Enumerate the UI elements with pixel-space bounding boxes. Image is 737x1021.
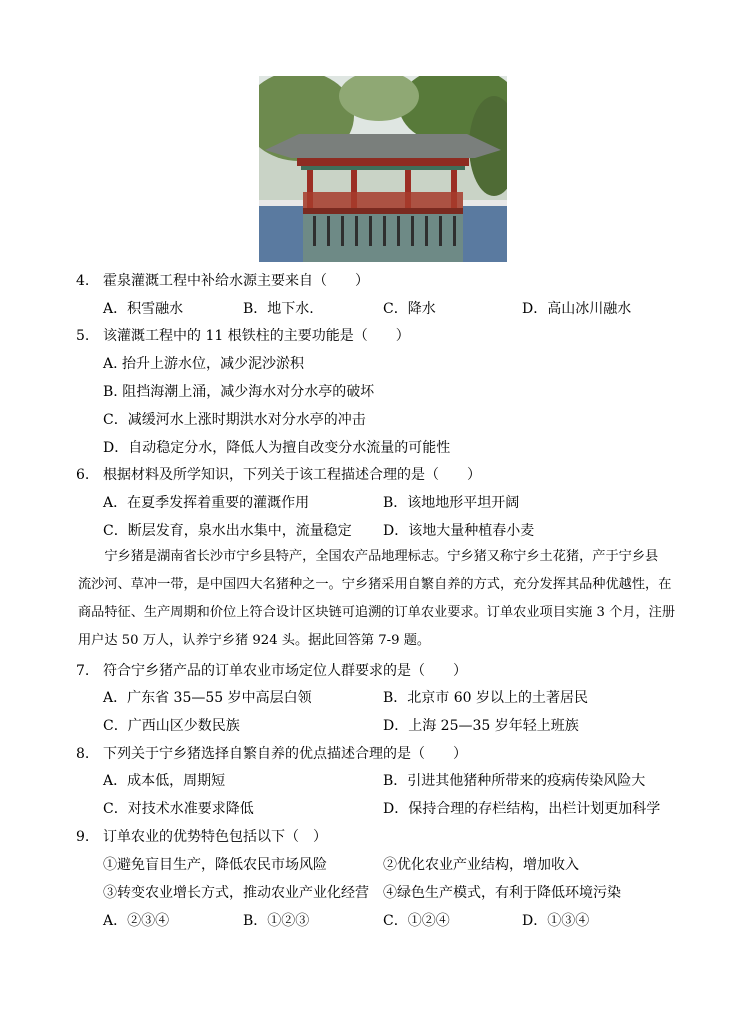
question-text: 根据材料及所学知识，下列关于该工程描述合理的是（ ） [103, 467, 481, 483]
option-a: A．成本低，周期短 [103, 773, 226, 789]
option-c: C．降水 [383, 301, 436, 317]
statement-1: ①避免盲目生产，降低农民市场风险 [103, 857, 327, 873]
option-d: D．①③④ [522, 913, 590, 929]
passage-line: 用户达 50 万人，认养宁乡猪 924 头。据此回答第 7-9 题。 [78, 633, 431, 648]
option-d: D．保持合理的存栏结构，出栏计划更加科学 [383, 801, 661, 817]
question-text: 霍泉灌溉工程中补给水源主要来自（ ） [103, 273, 369, 289]
question-number: 4. [76, 273, 90, 289]
statement-2: ②优化农业产业结构，增加收入 [383, 857, 579, 873]
statement-4: ④绿色生产模式，有利于降低环境污染 [383, 885, 621, 901]
question-text: 该灌溉工程中的 11 根铁柱的主要功能是（ ） [103, 328, 410, 344]
option-a: A．广东省 35—55 岁中高层白领 [103, 690, 312, 706]
option-d: D．自动稳定分水，降低人为擅自改变分水流量的可能性 [103, 440, 451, 456]
option-b: B．北京市 60 岁以上的土著居民 [383, 690, 589, 706]
question-text: 符合宁乡猪产品的订单农业市场定位人群要求的是（ ） [103, 663, 467, 679]
passage-line: 商品特征、生产周期和价位上符合设计区块链可追溯的订单农业要求。订单农业项目实施 3 个月，注册 [78, 605, 676, 620]
option-b: B．引进其他猪种所带来的疫病传染风险大 [383, 773, 646, 789]
option-a: A．积雪融水 [103, 301, 184, 317]
reading-passage [78, 543, 676, 655]
question-number: 8. [76, 746, 90, 762]
option-a: A. 抬升上游水位，减少泥沙淤积 [103, 356, 305, 372]
question-number: 5. [76, 328, 90, 344]
option-d: D．上海 25—35 岁年轻上班族 [383, 718, 579, 734]
pavilion-photo [259, 76, 507, 262]
question-text: 订单农业的优势特色包括以下（ ） [103, 829, 327, 845]
option-c: C．断层发育，泉水出水集中，流量稳定 [103, 523, 352, 539]
passage-line: 流沙河、草冲一带，是中国四大名猪种之一。宁乡猪采用自繁自养的方式，充分发挥其品种优越性，在 [78, 577, 672, 592]
option-a: A．②③④ [103, 913, 170, 929]
option-c: C．对技术水准要求降低 [103, 801, 254, 817]
question-number: 9. [76, 829, 90, 845]
option-b: B. 阻挡海潮上涌，减少海水对分水亭的破坏 [103, 384, 375, 400]
option-c: C．广西山区少数民族 [103, 718, 240, 734]
option-b: B．①②③ [243, 913, 310, 929]
option-b: B．地下水. [243, 301, 314, 317]
question-number: 6. [76, 467, 90, 483]
passage-line: 宁乡猪是湖南省长沙市宁乡县特产，全国农产品地理标志。宁乡猪又称宁乡土花猪，产于宁乡县 [78, 549, 659, 564]
statement-3: ③转变农业增长方式，推动农业产业化经营 [103, 885, 369, 901]
option-c: C．减缓河水上涨时期洪水对分水亭的冲击 [103, 412, 366, 428]
option-d: D．该地大量种植春小麦 [383, 523, 535, 539]
question-number: 7. [76, 663, 90, 679]
question-text: 下列关于宁乡猪选择自繁自养的优点描述合理的是（ ） [103, 746, 467, 762]
option-b: B．该地地形平坦开阔 [383, 495, 520, 511]
option-a: A．在夏季发挥着重要的灌溉作用 [103, 495, 310, 511]
option-d: D．高山冰川融水 [522, 301, 632, 317]
option-c: C．①②④ [383, 913, 450, 929]
